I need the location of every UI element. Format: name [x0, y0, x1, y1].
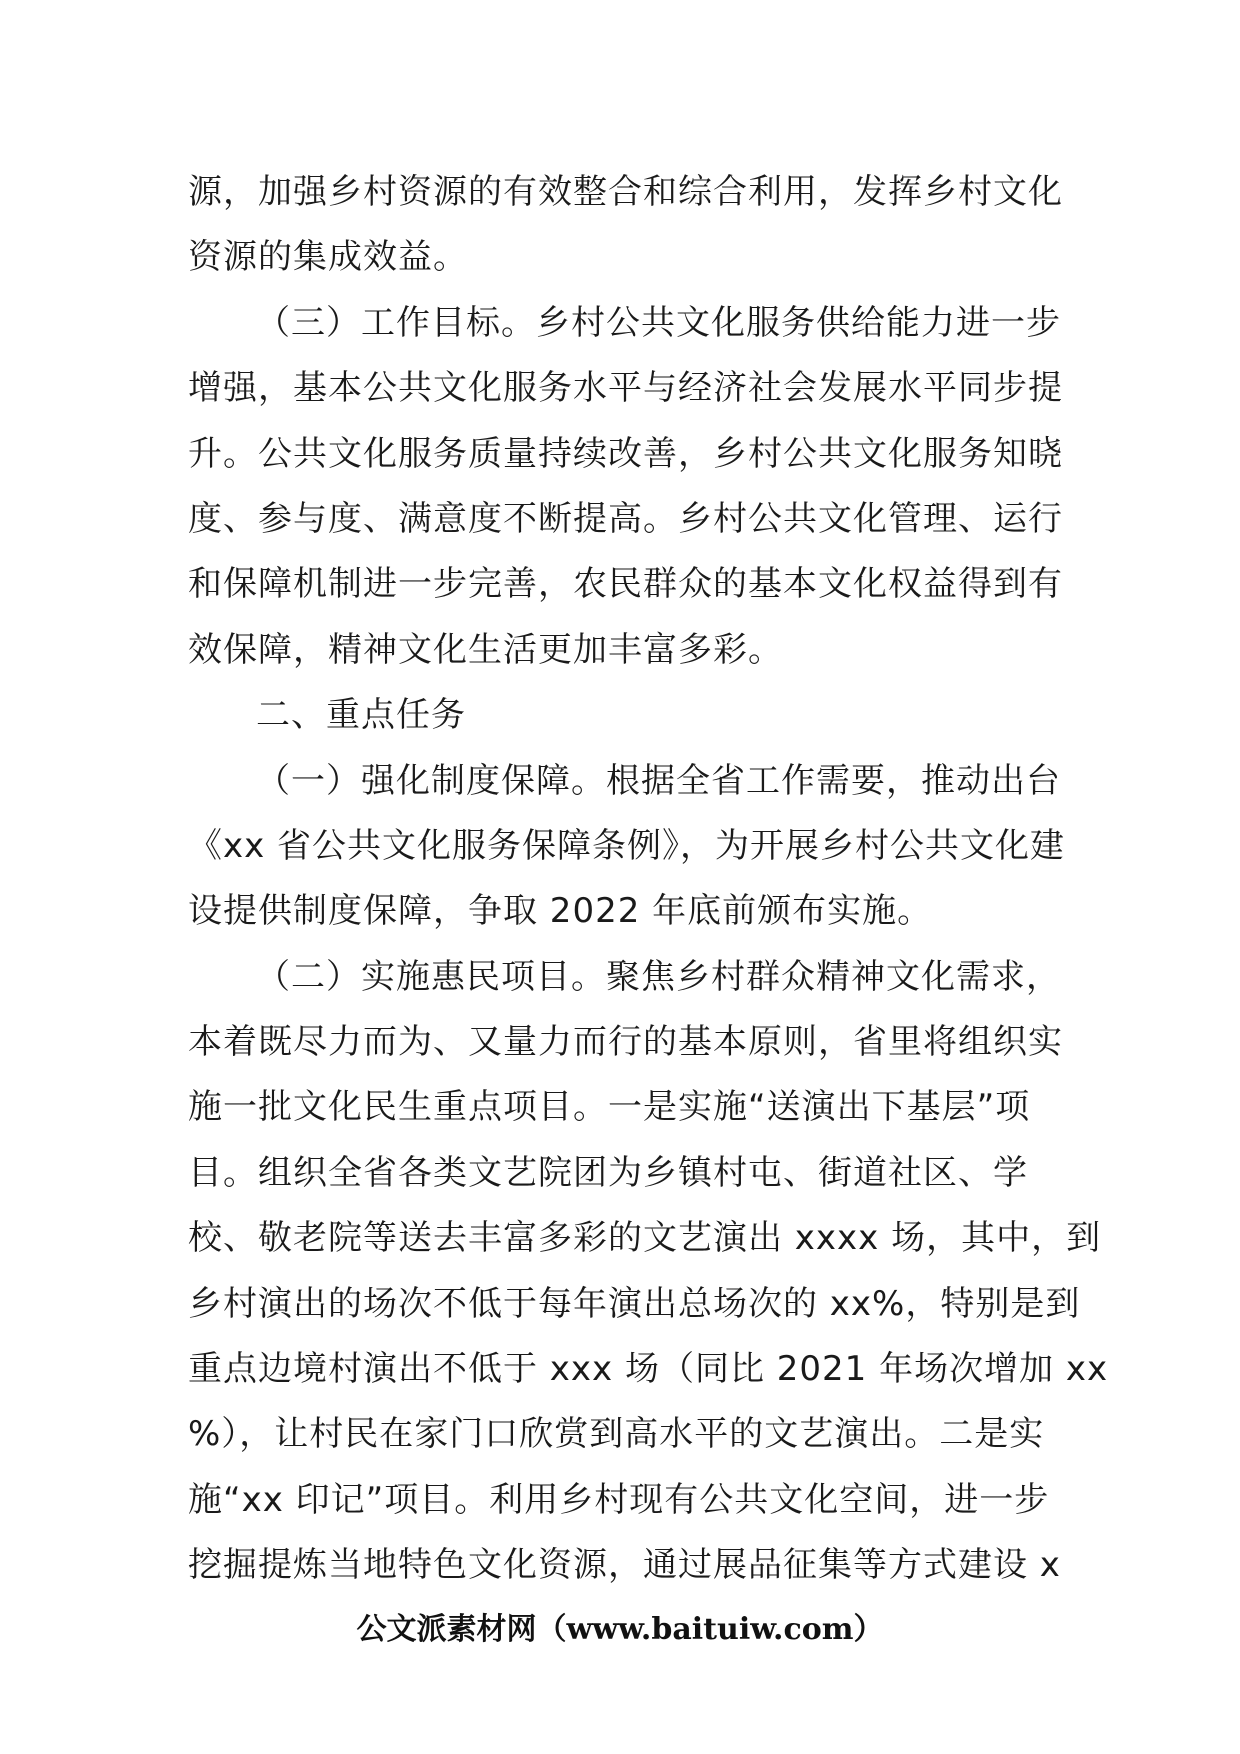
text-line: 增强，基本公共文化服务水平与经济社会发展水平同步提	[188, 368, 1063, 409]
text-line: 目。组织全省各类文艺院团为乡镇村屯、街道社区、学	[188, 1152, 1028, 1193]
text-line: %），让村民在家门口欣赏到高水平的文艺演出。二是实	[188, 1414, 1045, 1455]
text-line: 挖掘提炼当地特色文化资源，通过展品征集等方式建设 x	[188, 1545, 1061, 1586]
section-heading-key-tasks: 二、重点任务	[256, 695, 466, 736]
footer-watermark: 公文派素材网（www.baituiw.com）	[356, 1612, 884, 1647]
text-line: 和保障机制进一步完善，农民群众的基本文化权益得到有	[188, 564, 1063, 605]
text-line: 重点边境村演出不低于 xxx 场（同比 2021 年场次增加 xx	[188, 1349, 1109, 1390]
text-line: 度、参与度、满意度不断提高。乡村公共文化管理、运行	[188, 498, 1063, 539]
text-line: 本着既尽力而为、又量力而行的基本原则，省里将组织实	[188, 1022, 1063, 1063]
text-line: 源，加强乡村资源的有效整合和综合利用，发挥乡村文化	[188, 172, 1063, 212]
text-line: 乡村演出的场次不低于每年演出总场次的 xx%，特别是到	[188, 1283, 1081, 1324]
subsection-heading-public-projects: （二）实施惠民项目。聚焦乡村群众精神文化需求，	[256, 956, 1061, 997]
text-line: 施“xx 印记”项目。利用乡村现有公共文化空间，进一步	[188, 1479, 1050, 1520]
text-line: 效保障，精神文化生活更加丰富多彩。	[188, 629, 783, 670]
section-heading-work-goals: （三）工作目标。乡村公共文化服务供给能力进一步	[256, 302, 1061, 343]
text-line: 《xx 省公共文化服务保障条例》，为开展乡村公共文化建	[188, 825, 1066, 866]
subsection-heading-institutional-guarantee: （一）强化制度保障。根据全省工作需要，推动出台	[256, 760, 1061, 801]
text-line: 升。公共文化服务质量持续改善，乡村公共文化服务知晓	[188, 433, 1063, 474]
text-line: 设提供制度保障，争取 2022 年底前颁布实施。	[188, 891, 933, 932]
text-line: 施一批文化民生重点项目。一是实施“送演出下基层”项	[188, 1087, 1031, 1128]
text-line: 资源的集成效益。	[188, 237, 468, 278]
document-body	[188, 160, 1109, 1599]
text-line: 校、敬老院等送去丰富多彩的文艺演出 xxxx 场，其中，到	[188, 1218, 1102, 1259]
